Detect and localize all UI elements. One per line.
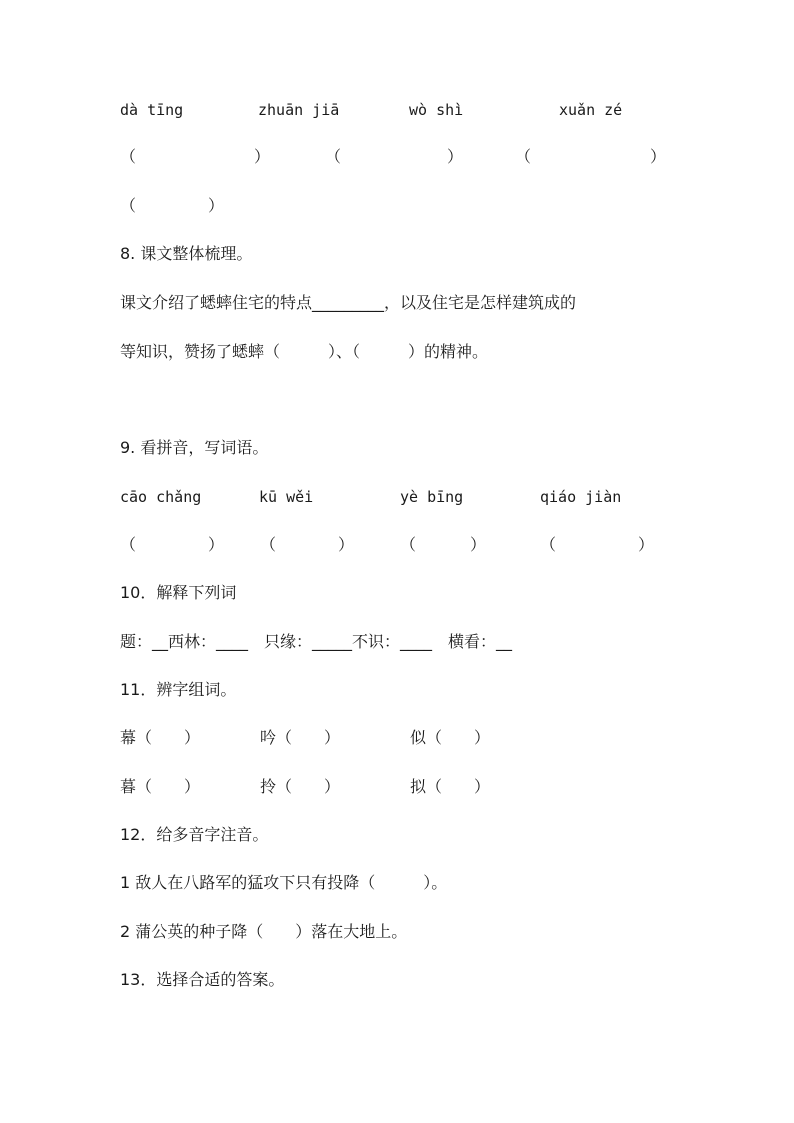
char-group-item: 吟（ ） <box>260 728 341 747</box>
pinyin-item: qiáo jiàn <box>540 488 622 506</box>
question-8-title: 8. 课文整体梳理。 <box>120 244 253 263</box>
pinyin-item: cāo chǎng <box>120 488 202 506</box>
open-bracket: （ <box>540 535 557 554</box>
question-13-title: 13．选择合适的答案。 <box>120 970 285 989</box>
open-bracket: （ <box>325 147 342 166</box>
char-group-row-1 <box>0 726 794 750</box>
pinyin-row-1 <box>0 98 794 122</box>
open-bracket: （ <box>515 147 532 166</box>
pinyin-item: kū wěi <box>259 488 314 506</box>
close-bracket: ） <box>208 196 225 215</box>
close-bracket: ） <box>447 147 464 166</box>
char-group-row-2 <box>0 775 794 799</box>
open-bracket: （ <box>120 535 137 554</box>
pinyin-item: dà tīng <box>120 101 184 119</box>
char-group-item: 拟（ ） <box>410 777 491 796</box>
question-8-line-1: 课文介绍了蟋蟀住宅的特点_________，以及住宅是怎样建筑成的 <box>120 293 577 312</box>
pinyin-item: zhuān jiā <box>258 101 340 119</box>
open-bracket: （ <box>400 535 417 554</box>
close-bracket: ） <box>470 535 487 554</box>
question-9-title: 9. 看拼音，写词语。 <box>120 438 269 457</box>
question-12-line-2: 2 蒲公英的种子降（ ）落在大地上。 <box>120 922 408 941</box>
answer-bracket-row-2 <box>0 194 794 218</box>
pinyin-item: xuǎn zé <box>559 101 623 119</box>
open-bracket: （ <box>120 147 137 166</box>
question-8-line-2: 等知识，赞扬了蟋蟀（ ）、（ ）的精神。 <box>120 342 489 361</box>
pinyin-item: wò shì <box>409 101 464 119</box>
char-group-item: 拎（ ） <box>260 777 341 796</box>
pinyin-row-2 <box>0 485 794 509</box>
open-bracket: （ <box>260 535 277 554</box>
close-bracket: ） <box>254 147 271 166</box>
question-12-title: 12．给多音字注音。 <box>120 825 269 844</box>
close-bracket: ） <box>208 535 225 554</box>
char-group-item: 似（ ） <box>410 728 491 747</box>
question-10-body: 题：__西林：____ 只缘：_____不识：____ 横看：__ <box>120 632 513 651</box>
question-10-title: 10．解释下列词 <box>120 583 237 602</box>
question-11-title: 11．辨字组词。 <box>120 680 237 699</box>
char-group-item: 幕（ ） <box>120 728 201 747</box>
close-bracket: ） <box>638 535 655 554</box>
close-bracket: ） <box>338 535 355 554</box>
answer-bracket-row-1 <box>0 145 794 169</box>
char-group-item: 暮（ ） <box>120 777 201 796</box>
close-bracket: ） <box>650 147 667 166</box>
question-12-line-1: 1 敌人在八路军的猛攻下只有投降（ ）。 <box>120 873 448 892</box>
open-bracket: （ <box>120 196 137 215</box>
pinyin-item: yè bīng <box>400 488 464 506</box>
answer-bracket-row-3 <box>0 533 794 557</box>
